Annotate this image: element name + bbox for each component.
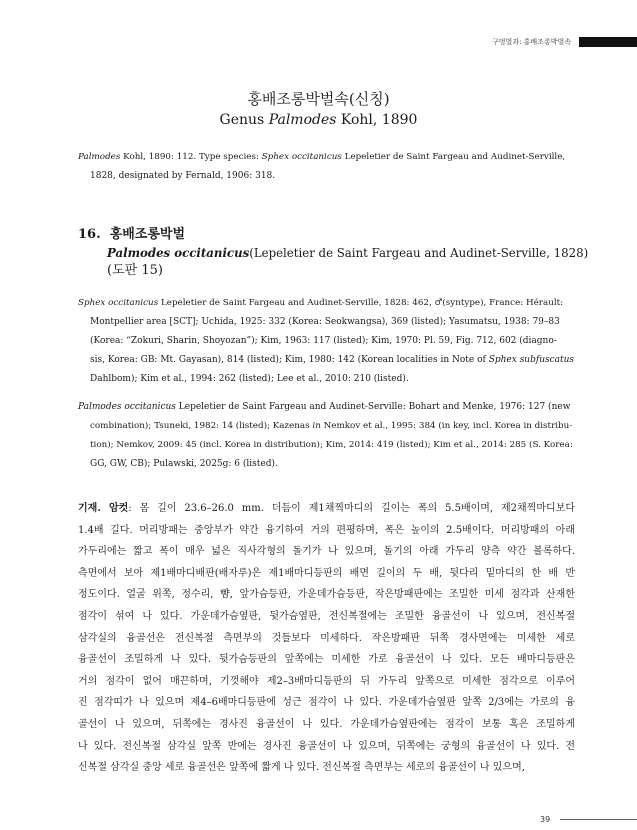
- description-line: 골선이 나 있으며, 뒤쪽에는 경사진 융골선이 나 있다. 가운데가슴옆판에는 점각이 보통 혹은 조밀하게: [78, 718, 575, 730]
- running-header: [492, 37, 637, 47]
- species-number-name: 16. 홍배조롱박벌: [78, 227, 186, 242]
- synonymy-sphex: [78, 294, 576, 389]
- description-line: 진 점각띠가 나 있으며 제4–6배마디등판에 성근 점각이 나 있다. 가운데가슴옆판 앞쪽 2/3에는 가로의 융: [78, 697, 575, 709]
- reference-line: GG, GW, CB); Pulawski, 2025g: 6 (listed).: [90, 459, 278, 469]
- running-header-title: 구멍벌과: 홍배조롱박벌속: [492, 38, 571, 46]
- synonymy-palmodes: [78, 398, 576, 474]
- reference-line: tion); Nemkov, 2009: 45 (incl. Korea in distribution); Kim, 2014: 419 (listed); Kim et al., 2014: 285 (S. Korea:: [90, 440, 573, 450]
- description-line: 나 있다. 전신복절 삼각실 앞쪽 반에는 경사진 융골선이 나 있으며, 뒤쪽에는 궁형의 융골선이 나 있다. 전: [78, 740, 575, 752]
- reference-line: 1828, designated by Fernald, 1906: 318.: [90, 171, 276, 181]
- genus-title-korean: 홍배조롱박벌속(신칭): [247, 90, 390, 108]
- species-plate-ref: (도판 15): [107, 263, 163, 278]
- reference-line: (Korea: “Zokuri, Sharin, Shoyozan”); Kim, 1963: 117 (listed); Kim, 1970: Pl. 59, Fig. 712, 602 (diagno-: [90, 336, 557, 346]
- description-line: 삼각실의 융골선은 전신복절 측면부의 것들보다 미세하다. 작은방패판 뒤쪽 경사면에는 미세한 세로: [78, 632, 575, 644]
- reference-line: Sphex occitanicus Lepeletier de Saint Fargeau and Audinet-Serville, 1828: 462, ♂(syntype), France: Hérault:: [78, 298, 564, 308]
- reference-line: combination); Tsuneki, 1982: 14 (listed); Kazenas in Nemkov et al., 1995: 384 (in key, incl. Korea in distribu-: [90, 421, 573, 431]
- genus-reference: [78, 148, 576, 186]
- reference-line: Montpellier area [SCT]; Uchida, 1925: 332 (Korea: Seokwangsa), 369 (listed); Yasumatsu, 1938: 79–83: [90, 317, 560, 327]
- description-line: 정도이다. 얼굴 위쪽, 정수리, 뺨, 앞가슴등판, 가운데가슴등판, 작은방패판에는 조밀한 미세 점각과 산재한: [78, 589, 575, 601]
- description-line: 신복절 삼각실 중앙 세로 융골선은 앞쪽에 짧게 나 있다. 전신복절 측면부는 세로의 융골선이 나 있으며,: [78, 762, 525, 774]
- reference-line: sis, Korea: GB: Mt. Gayasan), 814 (listed); Kim, 1980: 142 (Korean localities in Note of Sphex subfuscatus: [90, 355, 575, 365]
- reference-line: Dahlbom); Kim et al., 1994: 262 (listed); Lee et al., 2010: 210 (listed).: [90, 374, 409, 384]
- description-line: 기재. 암컷: 몸 길이 23.6–26.0 mm. 더듬이 제1채찍마디의 길이는 폭의 5.5배이며, 제2채찍마디보다: [78, 503, 575, 514]
- description-line: 1.4배 길다. 머리방패는 중앙부가 약간 융기하여 거의 편평하며, 폭은 높이의 2.5배이다. 머리방패의 아래: [78, 524, 575, 536]
- species-heading: [78, 226, 588, 280]
- footer-rule: [560, 819, 637, 820]
- description-line: 점각이 섞여 나 있다. 가운데가슴옆판, 뒷가슴옆판, 전신복절에는 조밀한 융골선이 나 있으며, 전신복절: [78, 610, 575, 622]
- page-number: 39: [540, 815, 551, 824]
- description: [78, 498, 575, 779]
- genus-title-latin: Genus Palmodes Kohl, 1890: [219, 112, 418, 128]
- description-line: 측면에서 보아 제1배마디배판(배자루)은 제1배마디등판의 배면 길이의 두 배, 뒷다리 밑마디의 한 배 반: [78, 567, 575, 579]
- reference-line: Palmodes occitanicus Lepeletier de Saint Fargeau and Audinet-Serville: Bohart and Menke, 1976: 127 (new: [78, 402, 571, 412]
- species-scientific-name: Palmodes occitanicus(Lepeletier de Saint Fargeau and Audinet-Serville, 1828): [107, 246, 589, 260]
- reference-line: Palmodes Kohl, 1890: 112. Type species: Sphex occitanicus Lepeletier de Saint Fargeau and Audinet-Serville,: [78, 152, 566, 162]
- running-header-bar: [579, 37, 637, 47]
- description-line: 융골선이 조밀하게 나 있다. 뒷가슴등판의 앞쪽에는 미세한 가로 융골선이 나 있다. 모든 배마디등판은: [78, 654, 575, 666]
- description-line: 가두리에는 짧고 폭이 매우 넓은 직사각형의 돌기가 나 있으며, 돌기의 아래 가두리 양측 약간 볼록하다.: [78, 546, 575, 558]
- description-line: 거의 점각이 없어 매끈하며, 기껏해야 제2–3배마디등판의 뒤 가두리 앞쪽으로 미세한 점각으로 이루어: [78, 675, 575, 687]
